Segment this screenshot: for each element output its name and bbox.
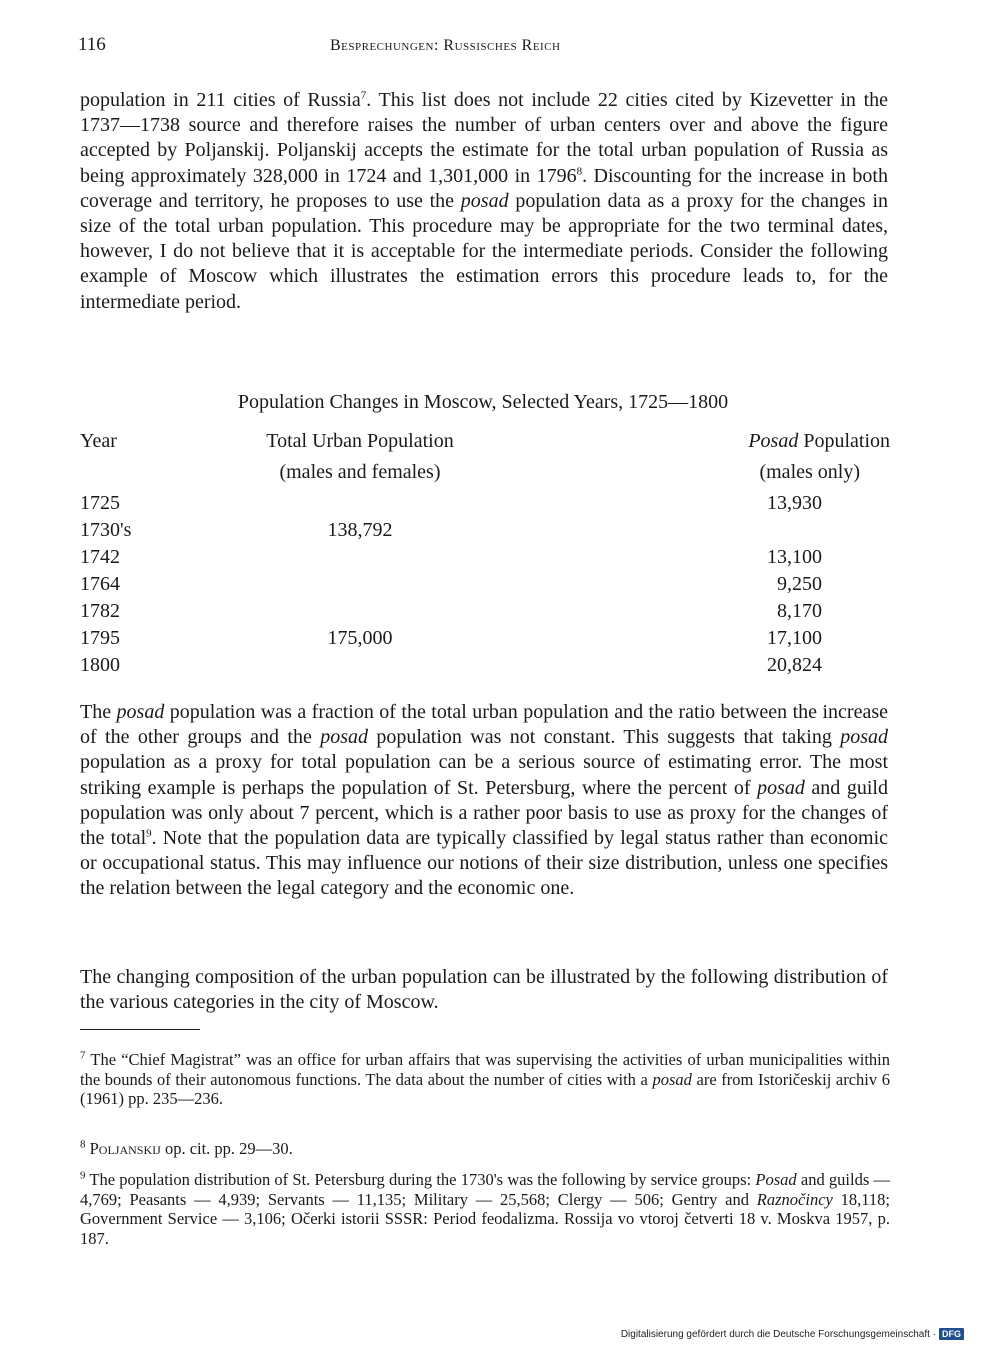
- para2-posad-2: posad: [320, 726, 368, 749]
- table-row: [80, 573, 890, 600]
- footnote-9-posad: Posad: [755, 1170, 797, 1189]
- table-row: [80, 519, 890, 546]
- running-head-text: Besprechungen: Russisches Reich: [330, 37, 561, 54]
- para2-text-d: population as a proxy for total population can be a serious source of estimating error. The most striking example is perhaps the population of St. Petersburg, where the percent of: [80, 751, 888, 799]
- funding-notice: [621, 1328, 964, 1340]
- cell-year: 1764: [80, 573, 120, 595]
- para2-posad-3: posad: [840, 726, 888, 749]
- footnote-8-text: op. cit. pp. 29—30.: [160, 1139, 293, 1158]
- cell-total: 175,000: [327, 627, 393, 649]
- cell-year: 1730's: [80, 519, 132, 541]
- para1-posad: posad: [460, 189, 509, 212]
- para2-text-b: population was a fraction of the total urban population and the ratio between the increase of the other groups and the: [80, 701, 888, 749]
- table-row: [80, 627, 890, 654]
- cell-total: [200, 546, 580, 573]
- para1-text-b: . This list does not include 22 cities cited by Kizevetter in the 1737—1738 source and therefore raises the number of urban centers over and above the figure accepted by Poljanskij. Poljanskij accepts the estimate for the total urban population of Russia as being approximately 328,000 in 1724 and 1,301,000 in 1796: [80, 89, 888, 187]
- cell-total: [200, 600, 580, 627]
- footnote-9-raznocincy: Raznočincy: [756, 1189, 833, 1209]
- footnote-ref-9: 9: [146, 827, 152, 840]
- para2-text-a: The: [80, 701, 117, 723]
- cell-total: [200, 573, 580, 600]
- footnote-9-text-b: and guilds — 4,769; Peasants — 4,939; Servants — 11,135; Military — 25,568; Clergy — 506; Gentry and: [80, 1170, 891, 1209]
- para1-text-a: population in 211 cities of Russia: [80, 89, 361, 111]
- cell-year: 1795: [80, 627, 120, 649]
- footnote-8-author: Poljanskij: [89, 1139, 161, 1158]
- cell-posad: 17,100: [767, 627, 822, 649]
- subheader-year: [80, 461, 200, 492]
- footnote-rule: [80, 1029, 200, 1030]
- footnote-ref-7: 7: [360, 89, 367, 102]
- footnote-9-text-a: The population distribution of St. Petersburg during the 1730's was the following by service groups:: [85, 1170, 756, 1189]
- population-table: [80, 430, 890, 681]
- para1-text-d: population data as a proxy for the changes in size of the total urban population. This procedure may be appropriate for the two terminal dates, however, I do not believe that it is acceptable for the intermediate periods. Consider the following example of Moscow which illustrates the estimation errors this procedure leads to, for the intermediate period.: [80, 189, 888, 313]
- cell-total: 138,792: [327, 519, 393, 541]
- para2-text-e: and guild population was only about 7 percent, which is a rather poor basis to use as proxy for the changes of the total: [80, 776, 888, 850]
- running-head: [330, 37, 561, 55]
- subheader-total: (males and females): [279, 461, 441, 483]
- para2-text-c: population was not constant. This suggests that taking: [368, 726, 841, 749]
- table-subheader-row: [80, 461, 890, 492]
- paragraph-1: [80, 88, 888, 315]
- table-row: [80, 654, 890, 681]
- header-posad-italic: Posad: [748, 430, 799, 452]
- header-posad-rest: Population: [798, 430, 890, 452]
- cell-year: 1742: [80, 546, 120, 568]
- subheader-posad: [580, 461, 890, 492]
- table-row: [80, 546, 890, 573]
- cell-posad: 13,930: [767, 492, 822, 514]
- table-header-row: [80, 430, 890, 461]
- footnote-7-posad: posad: [652, 1069, 692, 1089]
- cell-posad: 9,250: [777, 573, 822, 595]
- cell-posad: 8,170: [777, 600, 822, 622]
- cell-year: 1782: [80, 600, 120, 622]
- footnote-7: [80, 1050, 890, 1109]
- cell-posad: [580, 519, 890, 546]
- footnote-9-text-c: 18,118; Government Service — 3,106; Očerki istorii SSSR: Period feodalizma. Rossija vo vtoroj četverti 18 v. Moskva 1957, p. 187.: [80, 1189, 890, 1248]
- para2-posad-1: posad: [116, 701, 165, 723]
- paragraph-3: [80, 965, 888, 1015]
- footnote-7-text-a: The “Chief Magistrat” was an office for urban affairs that was supervising the activities of urban municipalities within the bounds of their autonomous functions. The data about the number of cities with a: [80, 1050, 890, 1089]
- header-total: Total Urban Population: [266, 430, 454, 452]
- footnote-9-number: 9: [80, 1169, 86, 1182]
- footnote-ref-8: 8: [576, 164, 583, 177]
- cell-posad: 20,824: [767, 654, 822, 676]
- header-posad: [580, 430, 890, 461]
- footnote-8: [80, 1139, 890, 1159]
- funding-text: Digitalisierung gefördert durch die Deutsche Forschungsgemeinschaft ·: [620, 1328, 936, 1340]
- para2-posad-4: posad: [757, 776, 805, 799]
- cell-posad: 13,100: [767, 546, 822, 568]
- header-year: Year: [80, 430, 117, 452]
- cell-year: 1725: [80, 492, 120, 514]
- para3-text: The changing composition of the urban population can be illustrated by the following distribution of the various categories in the city of Moscow.: [80, 966, 888, 1014]
- cell-total: [200, 492, 580, 519]
- table-row: [80, 492, 890, 519]
- paragraph-2: [80, 700, 888, 902]
- footnote-7-text-b: are from Istoričeskij archiv 6 (1961) pp. 235—236.: [80, 1069, 890, 1108]
- footnote-9: [80, 1170, 890, 1248]
- cell-year: 1800: [80, 654, 120, 676]
- page-number: 116: [78, 34, 106, 55]
- subheader-posad-text: (males only): [759, 461, 860, 483]
- para1-text-c: . Discounting for the increase in both coverage and territory, he proposes to use the: [80, 164, 888, 212]
- cell-total: [200, 654, 580, 681]
- para2-text-f: . Note that the population data are typically classified by legal status rather than economic or occupational status. This may influence our notions of their size distribution, unless one specifies the relation between the legal category and the economic one.: [80, 827, 889, 900]
- dfg-logo-icon: DFG: [939, 1328, 964, 1340]
- table-row: [80, 600, 890, 627]
- table-caption: Population Changes in Moscow, Selected Years, 1725—1800: [237, 391, 729, 413]
- footnote-7-number: 7: [80, 1049, 86, 1062]
- footnote-8-number: 8: [80, 1138, 86, 1151]
